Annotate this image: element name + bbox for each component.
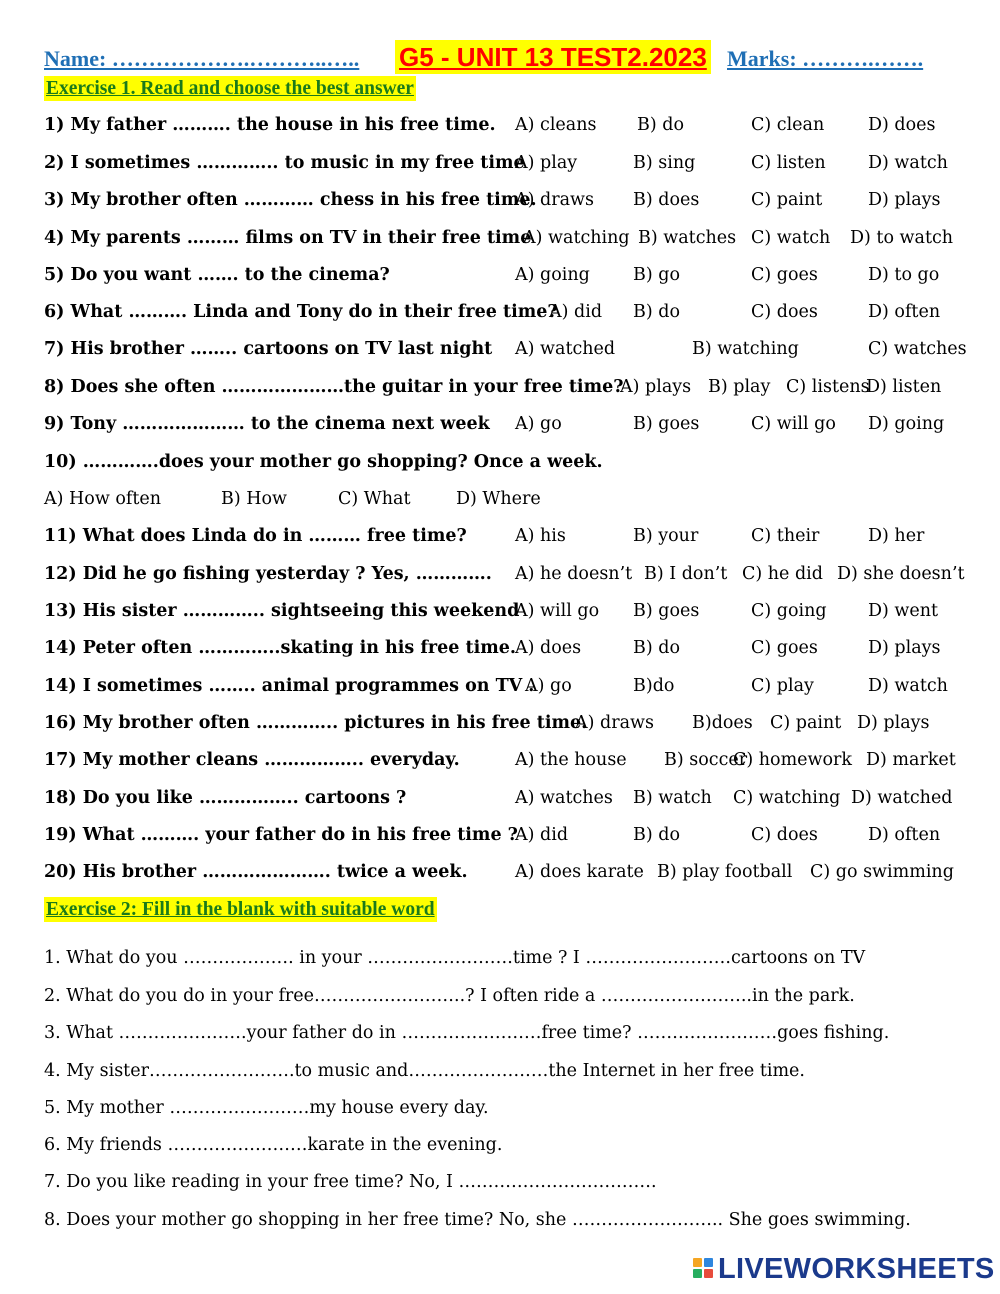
- answer-option[interactable]: A) draws: [515, 190, 594, 210]
- question-row: [0, 409, 1000, 439]
- answer-option[interactable]: D) market: [866, 750, 956, 770]
- answer-option[interactable]: A) he doesn’t: [515, 564, 633, 584]
- question-stem: 6) What ………. Linda and Tony do in their free time?: [44, 302, 558, 322]
- answer-option[interactable]: C) their: [751, 526, 820, 546]
- answer-option[interactable]: B) goes: [633, 601, 700, 621]
- answer-option[interactable]: A) watches: [515, 788, 613, 808]
- fill-in-item[interactable]: 3. What ………………….your father do in ……………………free time? ……………………goes fishing.: [44, 1023, 890, 1043]
- question-stem: 10) ………….does your mother go shopping? Once a week.: [44, 452, 603, 472]
- question-stem: 11) What does Linda do in ……… free time?: [44, 526, 467, 546]
- answer-option[interactable]: D) watch: [868, 676, 948, 696]
- question-row: [0, 783, 1000, 813]
- answer-option[interactable]: C) will go: [751, 414, 836, 434]
- question-row: [0, 372, 1000, 402]
- answer-option[interactable]: B) soccer: [664, 750, 748, 770]
- answer-option[interactable]: A) plays: [620, 377, 692, 397]
- exercise1-heading: Exercise 1. Read and choose the best answer: [46, 78, 414, 99]
- answer-option[interactable]: C) goes: [751, 638, 818, 658]
- test-title: G5 - UNIT 13 TEST2.2023: [395, 40, 711, 74]
- answer-option[interactable]: D) listen: [866, 377, 942, 397]
- answer-option[interactable]: A) does: [515, 638, 582, 658]
- answer-option[interactable]: A) How often: [44, 489, 162, 509]
- question-stem: 17) My mother cleans …………….. everyday.: [44, 750, 460, 770]
- fill-in-item[interactable]: 8. Does your mother go shopping in her free time? No, she …………………….. She goes swimming.: [44, 1210, 911, 1230]
- liveworksheets-logo-text: LIVEWORKSHEETS: [718, 1253, 995, 1285]
- answer-option[interactable]: B) watching: [692, 339, 799, 359]
- answer-option[interactable]: B) do: [633, 638, 680, 658]
- question-stem: 8) Does she often …………………the guitar in your free time?: [44, 377, 624, 397]
- answer-option[interactable]: D) to go: [868, 265, 940, 285]
- answer-option[interactable]: D) watched: [851, 788, 953, 808]
- answer-option[interactable]: D) plays: [868, 190, 941, 210]
- answer-option[interactable]: A) does karate: [515, 862, 644, 882]
- answer-option[interactable]: C) What: [338, 489, 411, 509]
- answer-option[interactable]: B) do: [633, 302, 680, 322]
- question-row: [0, 521, 1000, 551]
- question-row: [0, 223, 1000, 253]
- fill-in-item[interactable]: 1. What do you ………………. in your …………………….time ? I …………………….cartoons on TV: [44, 948, 866, 968]
- answer-option[interactable]: A) play: [515, 153, 578, 173]
- question-row: [0, 297, 1000, 327]
- fill-in-item[interactable]: 2. What do you do in your free……………………..? I often ride a ……………………..in the park.: [44, 986, 855, 1006]
- question-stem: 18) Do you like …………….. cartoons ?: [44, 788, 407, 808]
- question-row: [0, 559, 1000, 589]
- worksheet-header: [44, 40, 984, 78]
- answer-option[interactable]: D) often: [868, 825, 941, 845]
- answer-option[interactable]: C) clean: [751, 115, 825, 135]
- answer-option[interactable]: A) draws: [575, 713, 654, 733]
- answer-option[interactable]: A) watching: [523, 228, 630, 248]
- answer-option[interactable]: D) to watch: [850, 228, 954, 248]
- question-row: [0, 596, 1000, 626]
- question-stem: 9) Tony ………………… to the cinema next week: [44, 414, 490, 434]
- answer-option[interactable]: C) play: [751, 676, 814, 696]
- answer-option[interactable]: C) he did: [742, 564, 823, 584]
- answer-option[interactable]: D) watch: [868, 153, 948, 173]
- question-stem: 16) My brother often ………….. pictures in his free time.: [44, 713, 588, 733]
- answer-option[interactable]: D) Where: [456, 489, 541, 509]
- answer-option[interactable]: D) plays: [857, 713, 930, 733]
- answer-option[interactable]: B) sing: [633, 153, 696, 173]
- answer-option[interactable]: A) go: [525, 676, 572, 696]
- answer-option[interactable]: B) does: [633, 190, 700, 210]
- answer-option[interactable]: C) go swimming: [810, 862, 954, 882]
- question-stem: 3) My brother often ………… chess in his free time.: [44, 190, 537, 210]
- answer-option[interactable]: D) often: [868, 302, 941, 322]
- question-stem: 14) I sometimes …….. animal programmes on TV .: [44, 676, 535, 696]
- question-row: [0, 110, 1000, 140]
- answer-option[interactable]: B)does: [692, 713, 753, 733]
- answer-option[interactable]: D) does: [868, 115, 936, 135]
- answer-option[interactable]: C) does: [751, 825, 818, 845]
- answer-option[interactable]: B) your: [633, 526, 699, 546]
- answer-option[interactable]: A) did: [549, 302, 603, 322]
- question-row: [0, 484, 1000, 514]
- answer-option[interactable]: A) going: [515, 265, 590, 285]
- liveworksheets-logo-icon: [693, 1258, 715, 1280]
- marks-field[interactable]: Marks: ……….…….: [727, 46, 924, 71]
- question-stem: 14) Peter often …………..skating in his free time.: [44, 638, 516, 658]
- answer-option[interactable]: A) did: [515, 825, 569, 845]
- answer-option[interactable]: B)do: [633, 676, 675, 696]
- name-field[interactable]: Name: ……………….………..…..: [44, 46, 360, 71]
- fill-in-item[interactable]: 4. My sister…………………….to music and……………………the Internet in her free time.: [44, 1061, 805, 1081]
- liveworksheets-logo: [693, 1252, 993, 1286]
- question-stem: 12) Did he go fishing yesterday ? Yes, ………….: [44, 564, 492, 584]
- answer-option[interactable]: D) going: [868, 414, 945, 434]
- answer-option[interactable]: D) she doesn’t: [837, 564, 965, 584]
- answer-option[interactable]: A) watched: [515, 339, 616, 359]
- question-stem: 13) His sister ………….. sightseeing this weekend: [44, 601, 520, 621]
- question-row: [0, 148, 1000, 178]
- question-row: [0, 745, 1000, 775]
- answer-option[interactable]: C) homework: [733, 750, 853, 770]
- answer-option[interactable]: C) listen: [751, 153, 826, 173]
- answer-option[interactable]: B) do: [633, 825, 680, 845]
- answer-option[interactable]: A) will go: [515, 601, 600, 621]
- answer-option[interactable]: A) the house: [515, 750, 627, 770]
- answer-option[interactable]: C) paint: [751, 190, 823, 210]
- answer-option[interactable]: B) How: [221, 489, 288, 509]
- fill-in-item[interactable]: 6. My friends ……………………karate in the evening.: [44, 1135, 503, 1155]
- answer-option[interactable]: D) went: [868, 601, 939, 621]
- question-row: [0, 447, 1000, 477]
- question-row: [0, 260, 1000, 290]
- exercise2-heading: Exercise 2: Fill in the blank with suitable word: [46, 899, 435, 920]
- answer-option[interactable]: B) play: [708, 377, 771, 397]
- fill-in-item[interactable]: 5. My mother ……………………my house every day.: [44, 1098, 489, 1118]
- answer-option[interactable]: C) watch: [751, 228, 831, 248]
- answer-option[interactable]: A) go: [515, 414, 562, 434]
- question-row: [0, 857, 1000, 887]
- question-stem: 7) His brother …….. cartoons on TV last night: [44, 339, 493, 359]
- question-row: [0, 185, 1000, 215]
- answer-option[interactable]: B) go: [633, 265, 680, 285]
- answer-option[interactable]: C) listens: [786, 377, 870, 397]
- answer-option[interactable]: A) his: [515, 526, 566, 546]
- question-stem: 2) I sometimes ………….. to music in my free time: [44, 153, 525, 173]
- answer-option[interactable]: C) watching: [733, 788, 841, 808]
- answer-option[interactable]: C) going: [751, 601, 827, 621]
- question-stem: 5) Do you want ……. to the cinema?: [44, 265, 390, 285]
- question-stem: 20) His brother …………………. twice a week.: [44, 862, 468, 882]
- answer-option[interactable]: C) goes: [751, 265, 818, 285]
- question-stem: 1) My father ………. the house in his free time.: [44, 115, 496, 135]
- answer-option[interactable]: D) plays: [868, 638, 941, 658]
- question-row: [0, 671, 1000, 701]
- question-row: [0, 633, 1000, 663]
- question-stem: 4) My parents ……… films on TV in their free time: [44, 228, 532, 248]
- question-row: [0, 334, 1000, 364]
- answer-option[interactable]: B) goes: [633, 414, 700, 434]
- answer-option[interactable]: A) cleans: [515, 115, 597, 135]
- answer-option[interactable]: C) watches: [868, 339, 967, 359]
- answer-option[interactable]: D) her: [868, 526, 925, 546]
- answer-option[interactable]: B) watch: [633, 788, 712, 808]
- question-stem: 19) What ………. your father do in his free time ?: [44, 825, 518, 845]
- answer-option[interactable]: B) I don’t: [644, 564, 728, 584]
- answer-option[interactable]: C) paint: [770, 713, 842, 733]
- answer-option[interactable]: B) do: [637, 115, 684, 135]
- fill-in-item[interactable]: 7. Do you like reading in your free time? No, I …………………………….: [44, 1172, 657, 1192]
- question-row: [0, 708, 1000, 738]
- question-row: [0, 820, 1000, 850]
- answer-option[interactable]: B) play football: [657, 862, 793, 882]
- answer-option[interactable]: C) does: [751, 302, 818, 322]
- answer-option[interactable]: B) watches: [638, 228, 737, 248]
